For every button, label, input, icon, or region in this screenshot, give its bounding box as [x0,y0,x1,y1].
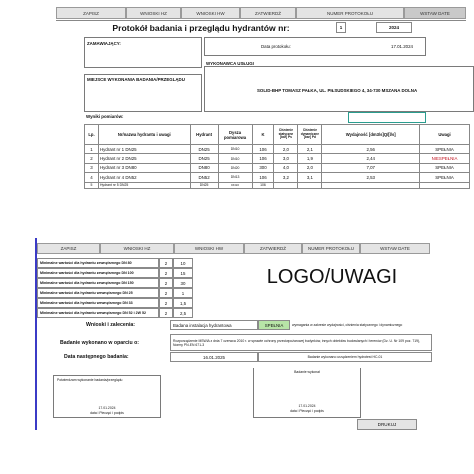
table-row[interactable] [85,182,470,188]
tab-zatwierdz[interactable]: ZATWIERDŹ [240,7,296,19]
cell-q: 2,53 [322,173,420,182]
cell-status [420,182,470,188]
protocol-number[interactable]: 1 [336,22,346,33]
conclusions-label: Wnioski i zalecenia: [86,322,136,328]
protocol-year[interactable]: 2024 [376,22,412,33]
table-row[interactable] [85,163,470,172]
tab-wnioski-hz-bottom[interactable]: WNIOSKI HZ [100,243,174,254]
results-label: Wyniki pomiarów: [86,114,124,119]
cell-status: NIESPEŁNIA [420,154,470,163]
location-box[interactable] [84,74,202,112]
cell-name[interactable]: Hydrant nr 5 DN25 [98,182,190,188]
cell-k: 106 [252,145,274,154]
col-ps: Ciśnienie statyczne [bar] Ps [274,125,298,145]
min-value-p[interactable]: 2 [159,278,173,288]
cell-hydrant[interactable]: DN25 [190,145,218,154]
col-lp: Lp. [85,125,99,145]
tab-numer-protokolu-bottom[interactable]: NUMER PROTOKOŁU [302,243,360,254]
cell-pd[interactable] [298,182,322,188]
cell-nozzle[interactable]: DN13 [218,173,252,182]
cell-k: 106 [252,173,274,182]
cell-q: 7,07 [322,163,420,172]
page-title: Protokół badania i przeglądu hydrantów nr: [112,22,290,33]
conclusions-text: Badana instalacja hydrantowa [170,320,258,330]
col-k: K [252,125,274,145]
cell-hydrant[interactable]: DN80 [190,163,218,172]
basis-text[interactable]: Rozporządzenie MSWiA z dnia 7 czerwca 2010 r. w sprawie ochrony przeciwpożarowej budynków, innych obiektów budowlanych i terenów (Dz. U. Nr 109 poz. 719), Normy PN-EN 671-3 [170,334,432,351]
col-q: Wydajność [dm3/s]Q/[l/s] [322,125,420,145]
cell-hydrant[interactable]: DN25 [190,182,218,188]
col-name: Nr/nazwa hydrantu i uwagi [98,125,190,145]
cell-pd[interactable]: 2,0 [298,163,322,172]
min-value-q[interactable]: 30 [173,278,193,288]
cell-name[interactable]: Hydrant nr 1 DN25 [98,145,190,154]
min-value-p[interactable]: 2 [159,258,173,268]
cell-name[interactable]: Hydrant nr 2 DN25 [98,154,190,163]
cell-nozzle[interactable]: DN10 [218,154,252,163]
tab-zapisz-bottom[interactable]: ZAPISZ [37,243,100,254]
next-date-label: Data następnego badania: [64,354,129,360]
cell-status: SPEŁNIA [420,163,470,172]
selected-cell[interactable] [348,112,426,123]
tab-wstaw-date[interactable]: WSTAW DATE [404,7,466,19]
logo-text: LOGO/UWAGI [266,265,398,288]
min-value-q[interactable]: 1,5 [173,298,193,308]
date-label: Data protokołu: [261,44,291,49]
min-value-q[interactable]: 15 [173,268,193,278]
location-label: MIEJSCE WYKONANIA BADANIA/PRZEGLĄDU [87,77,185,82]
confirm-signature-box[interactable] [53,375,161,418]
min-value-label: Minimalne wartości dla hydrantu zewnętrznego DN 80 [37,258,159,268]
tab-wstaw-date-bottom[interactable]: WSTAW DATE [360,243,430,254]
cell-k: 300 [252,163,274,172]
min-value-label: Minimalne wartości dla hydrantu zewnętrznego DN 100 [37,268,159,278]
confirm-date: 17.01.2024 [98,406,116,410]
tab-zapisz[interactable]: ZAPISZ [56,7,126,19]
cell-status: SPEŁNIA [420,145,470,154]
cell-lp: 3 [85,163,99,172]
service-value: SOLID-BHP TOMASZ PAŁKA, UL. PIŁSUDSKIEGO 4, 34-730 MSZANA DOLNA [257,88,418,93]
min-value-q[interactable]: 1 [173,288,193,298]
print-button[interactable]: DRUKUJ [357,419,417,430]
tab-zatwierdz-bottom[interactable]: ZATWIERDŹ [244,243,302,254]
cell-nozzle[interactable]: DN10 [218,182,252,188]
min-value-label: Minimalne wartości dla hydrantu wewnętrznego DN 33 [37,298,159,308]
table-row[interactable] [85,154,470,163]
performed-sign: data i Pieczęć i podpis [290,409,324,413]
cell-nozzle[interactable]: DN10 [218,145,252,154]
table-row[interactable] [85,145,470,154]
col-uwagi: Uwagi [420,125,470,145]
ordering-label: ZAMAWIAJĄCY: [87,41,121,46]
cell-ps[interactable]: 4,0 [274,163,298,172]
min-value-label: Minimalne wartości dla hydrantu wewnętrznego DN 25 [37,288,159,298]
cell-ps[interactable]: 3,2 [274,173,298,182]
cell-q: 2,44 [322,154,420,163]
cell-k: 106 [252,154,274,163]
conclusions-status[interactable]: SPEŁNIA [258,320,290,330]
cell-hydrant[interactable]: DN25 [190,154,218,163]
cell-k: 106 [252,182,274,188]
col-hydrant: Hydrant [190,125,218,145]
cell-nozzle[interactable]: DN20 [218,163,252,172]
cell-lp: 2 [85,154,99,163]
cell-ps[interactable] [274,182,298,188]
min-value-q[interactable]: 10 [173,258,193,268]
cell-pd[interactable]: 3,1 [298,173,322,182]
cell-status: SPEŁNIA [420,173,470,182]
cell-lp: 1 [85,145,99,154]
next-date-note: Badanie wykonano urządzeniem hydrotest HC-01 [258,352,432,362]
service-box [204,66,474,112]
min-value-p[interactable]: 2 [159,268,173,278]
basis-label: Badanie wykonano w oparciu o: [60,340,139,346]
cell-ps[interactable]: 2,0 [274,145,298,154]
date-box [204,37,426,56]
performed-date: 17.01.2024 [298,404,316,408]
tab-wnioski-hz[interactable]: WNIOSKI HZ [126,7,181,19]
cell-name[interactable]: Hydrant nr 4 DN52 [98,173,190,182]
cell-pd[interactable]: 2,1 [298,145,322,154]
tab-wnioski-hw-bottom[interactable]: WNIOSKI HW [174,243,244,254]
cell-lp: 4 [85,173,99,182]
confirm-label: Potwierdzam wykonanie badania/przeglądu [57,378,123,382]
cell-q [322,182,420,188]
cell-lp: 5 [85,182,99,188]
tab-wnioski-hw[interactable]: WNIOSKI HW [181,7,240,19]
tab-numer-protokolu[interactable]: NUMER PROTOKOŁU [296,7,404,19]
col-pd: Ciśnienie dynamiczne [bar] Pd [298,125,322,145]
performed-label: Badanie wykonał [294,370,320,374]
col-nozzle: Dysza pomiarowa [218,125,252,145]
min-value-q[interactable]: 2,5 [173,308,193,318]
cell-ps[interactable]: 3,0 [274,154,298,163]
cell-hydrant[interactable]: DN52 [190,173,218,182]
table-row[interactable] [85,173,470,182]
date-value[interactable]: 17.01.2024 [391,44,413,49]
min-value-p[interactable]: 2 [159,288,173,298]
min-value-label: Minimalne wartości dla hydrantu zewnętrznego DN 150 [37,278,159,288]
next-date-value[interactable]: 16.01.2025 [170,352,258,362]
cell-name[interactable]: Hydrant nr 3 DN80 [98,163,190,172]
min-value-p[interactable]: 2 [159,298,173,308]
min-value-p[interactable]: 2 [159,308,173,318]
cell-pd[interactable]: 1,9 [298,154,322,163]
performed-signature-box[interactable] [253,368,361,418]
min-value-label: Minimalne wartości dla hydrantu wewnętrznego DN 52 i 2W 52 [37,308,159,318]
confirm-sign: data i Pieczęć i podpis [90,411,124,415]
conclusions-note: wymagania w zakresie wydajności, ciśnienia statycznego i dynamicznego [290,318,430,332]
ordering-party-box[interactable] [84,37,202,68]
cell-q: 2,56 [322,145,420,154]
results-table [84,124,470,189]
service-label: WYKONAWCA USŁUGI [206,61,254,66]
